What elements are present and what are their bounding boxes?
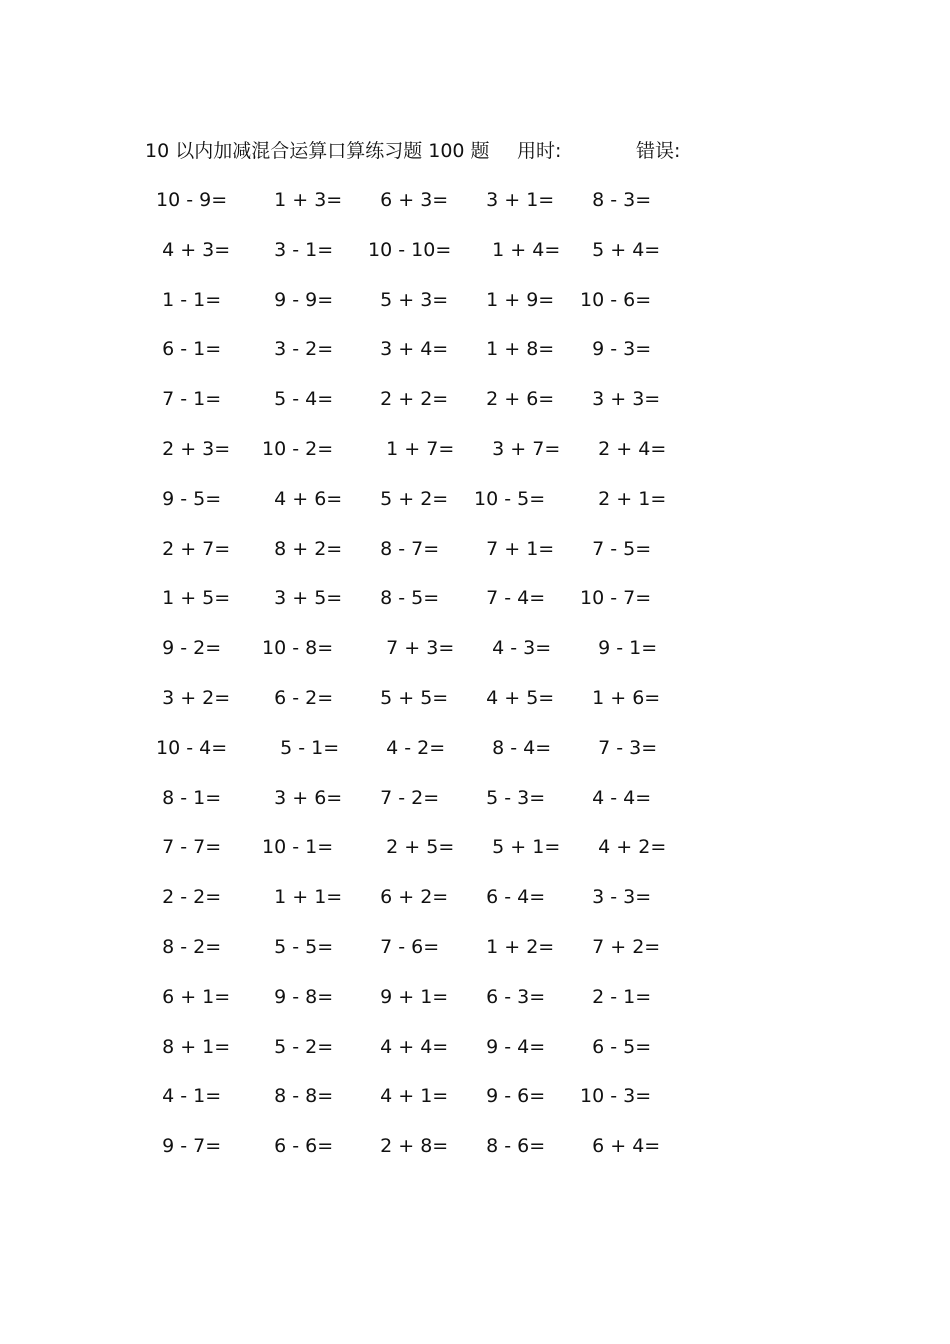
problem-grid — [150, 186, 690, 1182]
problem-item: 10 - 6= — [574, 288, 652, 311]
problem-item: 10 - 7= — [574, 587, 652, 610]
problem-item: 3 + 5= — [256, 587, 343, 610]
problem-item: 5 + 4= — [574, 238, 661, 261]
problem-item: 7 - 1= — [150, 388, 222, 411]
problem-row — [150, 1132, 690, 1182]
problem-item: 10 - 10= — [362, 238, 452, 261]
problem-item: 5 - 3= — [468, 786, 546, 809]
problem-item: 3 + 2= — [150, 686, 231, 709]
problem-item: 3 + 3= — [574, 388, 661, 411]
problem-item: 5 + 3= — [362, 288, 449, 311]
problem-item: 9 + 1= — [362, 985, 449, 1008]
problem-item: 1 + 2= — [468, 935, 555, 958]
problem-item: 6 - 1= — [150, 338, 222, 361]
problem-row — [150, 236, 690, 286]
problem-row — [150, 186, 690, 236]
problem-row — [150, 485, 690, 535]
problem-item: 10 - 4= — [150, 736, 228, 759]
problem-item: 5 - 5= — [256, 935, 334, 958]
problem-item: 4 + 6= — [256, 487, 343, 510]
errors-label: 错误: — [636, 140, 681, 162]
problem-item: 10 - 9= — [150, 189, 228, 211]
problem-item: 2 + 6= — [468, 388, 555, 411]
problem-item: 1 + 9= — [468, 288, 555, 311]
problem-item: 8 - 1= — [150, 786, 222, 809]
time-used-label: 用时: — [517, 140, 562, 162]
problem-item: 8 + 1= — [150, 1035, 231, 1058]
problem-item: 2 + 1= — [574, 487, 667, 510]
problem-item: 9 - 8= — [256, 985, 334, 1008]
problem-item: 1 + 1= — [256, 886, 343, 909]
problem-row — [150, 385, 690, 435]
problem-item: 2 + 4= — [574, 437, 667, 460]
problem-item: 9 - 3= — [574, 338, 652, 361]
problem-item: 5 + 2= — [362, 487, 449, 510]
problem-item: 7 - 5= — [574, 537, 652, 560]
problem-item: 4 + 2= — [574, 836, 667, 859]
problem-item: 4 - 4= — [574, 786, 652, 809]
problem-item: 7 + 2= — [574, 935, 661, 958]
problem-item: 3 + 7= — [468, 437, 561, 460]
problem-item: 1 + 3= — [256, 189, 343, 211]
problem-item: 2 + 2= — [362, 388, 449, 411]
problem-item: 9 - 9= — [256, 288, 334, 311]
problem-item: 7 + 1= — [468, 537, 555, 560]
problem-item: 9 - 1= — [574, 637, 658, 660]
problem-item: 2 + 3= — [150, 437, 231, 460]
problem-row — [150, 335, 690, 385]
problem-item: 8 - 2= — [150, 935, 222, 958]
problem-item: 6 + 4= — [574, 1135, 661, 1158]
problem-item: 5 + 1= — [468, 836, 561, 859]
problem-item: 7 - 7= — [150, 836, 222, 859]
problem-row — [150, 435, 690, 485]
problem-item: 7 - 2= — [362, 786, 440, 809]
problem-item: 10 - 1= — [256, 836, 334, 859]
problem-item: 6 - 4= — [468, 886, 546, 909]
problem-item: 6 - 6= — [256, 1135, 334, 1158]
problem-item: 3 + 6= — [256, 786, 343, 809]
problem-item: 6 + 1= — [150, 985, 231, 1008]
problem-row — [150, 584, 690, 634]
problem-item: 2 + 8= — [362, 1135, 449, 1158]
problem-item: 3 - 3= — [574, 886, 652, 909]
problem-item: 1 + 7= — [362, 437, 455, 460]
problem-item: 9 - 6= — [468, 1085, 546, 1108]
problem-item: 8 + 2= — [256, 537, 343, 560]
problem-item: 7 - 3= — [574, 736, 658, 759]
problem-item: 8 - 3= — [574, 189, 652, 211]
problem-row — [150, 734, 690, 784]
problem-item: 4 + 5= — [468, 686, 555, 709]
problem-item: 1 - 1= — [150, 288, 222, 311]
problem-row — [150, 784, 690, 834]
problem-item: 9 - 4= — [468, 1035, 546, 1058]
problem-item: 1 + 6= — [574, 686, 661, 709]
problem-item: 2 + 5= — [362, 836, 455, 859]
problem-item: 7 - 4= — [468, 587, 546, 610]
problem-row — [150, 883, 690, 933]
problem-item: 7 + 3= — [362, 637, 455, 660]
problem-item: 1 + 4= — [468, 238, 561, 261]
problem-item: 6 - 2= — [256, 686, 334, 709]
problem-item: 6 + 3= — [362, 189, 449, 211]
problem-item: 2 - 1= — [574, 985, 652, 1008]
problem-item: 9 - 7= — [150, 1135, 222, 1158]
problem-item: 4 - 2= — [362, 736, 446, 759]
problem-item: 4 + 4= — [362, 1035, 449, 1058]
problem-item: 6 - 3= — [468, 985, 546, 1008]
problem-item: 10 - 3= — [574, 1085, 652, 1108]
problem-item: 4 + 3= — [150, 238, 231, 261]
problem-item: 8 - 5= — [362, 587, 440, 610]
problem-item: 5 - 4= — [256, 388, 334, 411]
problem-item: 1 + 8= — [468, 338, 555, 361]
problem-row — [150, 983, 690, 1033]
problem-item: 5 - 1= — [256, 736, 340, 759]
worksheet-title: 10 以内加减混合运算口算练习题 100 题 — [145, 140, 490, 162]
problem-item: 10 - 2= — [256, 437, 334, 460]
problem-item: 8 - 8= — [256, 1085, 334, 1108]
problem-item: 5 + 5= — [362, 686, 449, 709]
problem-row — [150, 535, 690, 585]
problem-item: 8 - 7= — [362, 537, 440, 560]
problem-item: 2 - 2= — [150, 886, 222, 909]
problem-item: 7 - 6= — [362, 935, 440, 958]
problem-item: 8 - 4= — [468, 736, 552, 759]
problem-row — [150, 1033, 690, 1083]
problem-item: 3 - 2= — [256, 338, 334, 361]
problem-item: 2 + 7= — [150, 537, 231, 560]
problem-item: 3 - 1= — [256, 238, 334, 261]
problem-item: 3 + 4= — [362, 338, 449, 361]
problem-item: 10 - 8= — [256, 637, 334, 660]
problem-row — [150, 286, 690, 336]
problem-item: 6 + 2= — [362, 886, 449, 909]
problem-item: 3 + 1= — [468, 189, 555, 211]
problem-row — [150, 933, 690, 983]
problem-row — [150, 634, 690, 684]
problem-row — [150, 1082, 690, 1132]
problem-row — [150, 833, 690, 883]
problem-item: 9 - 5= — [150, 487, 222, 510]
problem-item: 4 - 1= — [150, 1085, 222, 1108]
problem-item: 8 - 6= — [468, 1135, 546, 1158]
problem-item: 4 + 1= — [362, 1085, 449, 1108]
problem-row — [150, 684, 690, 734]
problem-item: 6 - 5= — [574, 1035, 652, 1058]
problem-item: 9 - 2= — [150, 637, 222, 660]
problem-item: 5 - 2= — [256, 1035, 334, 1058]
problem-item: 1 + 5= — [150, 587, 231, 610]
problem-item: 10 - 5= — [468, 487, 546, 510]
problem-item: 4 - 3= — [468, 637, 552, 660]
